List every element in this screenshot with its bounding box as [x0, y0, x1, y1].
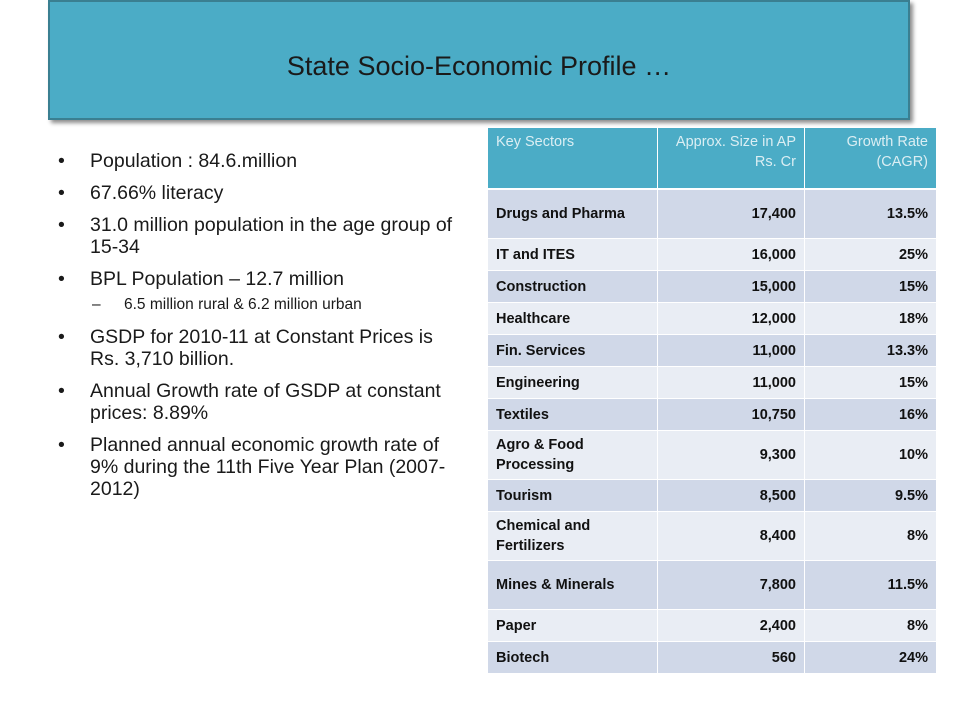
growth-cell: 8%: [805, 512, 937, 561]
sector-cell: Engineering: [488, 367, 658, 399]
table-row: [488, 561, 937, 610]
header-approx-size: Approx. Size in AP Rs. Cr: [658, 128, 805, 189]
sector-cell: Biotech: [488, 642, 658, 674]
bullet-item: • Planned annual economic growth rate of 9% during the 11th Five Year Plan (2007-2012): [58, 434, 458, 500]
sector-cell: Textiles: [488, 399, 658, 431]
growth-cell: 24%: [805, 642, 937, 674]
bullet-item: • Population : 84.6.million: [58, 150, 458, 172]
table-row: [488, 335, 937, 367]
size-cell: 7,800: [658, 561, 805, 610]
table-header-row: [488, 128, 937, 189]
size-cell: 11,000: [658, 335, 805, 367]
bullet-item: • BPL Population – 12.7 million: [58, 268, 458, 290]
growth-cell: 10%: [805, 431, 937, 480]
growth-cell: 13.3%: [805, 335, 937, 367]
size-cell: 12,000: [658, 303, 805, 335]
slide-title: State Socio-Economic Profile …: [286, 50, 672, 81]
size-cell: 15,000: [658, 271, 805, 303]
bullet-item: • GSDP for 2010-11 at Constant Prices is Rs. 3,710 billion.: [58, 326, 458, 370]
sector-cell: Agro & Food Processing: [488, 431, 658, 480]
sector-cell: Drugs and Pharma: [488, 189, 658, 239]
growth-cell: 15%: [805, 271, 937, 303]
title-bar: [48, 0, 910, 120]
size-cell: 11,000: [658, 367, 805, 399]
size-cell: 8,500: [658, 480, 805, 512]
header-growth-rate: Growth Rate (CAGR): [805, 128, 937, 189]
size-cell: 9,300: [658, 431, 805, 480]
growth-cell: 8%: [805, 610, 937, 642]
growth-cell: 25%: [805, 239, 937, 271]
bullet-item: • 31.0 million population in the age group of 15-34: [58, 214, 458, 258]
size-cell: 560: [658, 642, 805, 674]
table-row: [488, 303, 937, 335]
sector-cell: Mines & Minerals: [488, 561, 658, 610]
sector-cell: Paper: [488, 610, 658, 642]
table-row: [488, 367, 937, 399]
sub-bullet-item: – 6.5 million rural & 6.2 million urban: [58, 296, 458, 314]
table-row: [488, 271, 937, 303]
table-row: [488, 189, 937, 239]
sector-cell: IT and ITES: [488, 239, 658, 271]
growth-cell: 16%: [805, 399, 937, 431]
growth-cell: 9.5%: [805, 480, 937, 512]
table-row: [488, 610, 937, 642]
sector-cell: Fin. Services: [488, 335, 658, 367]
sectors-table: [488, 128, 937, 674]
size-cell: 16,000: [658, 239, 805, 271]
sector-cell: Tourism: [488, 480, 658, 512]
table-row: [488, 399, 937, 431]
growth-cell: 18%: [805, 303, 937, 335]
table-row: [488, 480, 937, 512]
size-cell: 8,400: [658, 512, 805, 561]
table-row: [488, 642, 937, 674]
sector-cell: Construction: [488, 271, 658, 303]
header-key-sectors: Key Sectors: [488, 128, 658, 189]
growth-cell: 13.5%: [805, 189, 937, 239]
table-row: [488, 512, 937, 561]
sector-cell: Healthcare: [488, 303, 658, 335]
growth-cell: 11.5%: [805, 561, 937, 610]
growth-cell: 15%: [805, 367, 937, 399]
table-row: [488, 239, 937, 271]
table-row: [488, 431, 937, 480]
bullet-list: [58, 150, 458, 510]
size-cell: 10,750: [658, 399, 805, 431]
bullet-item: • 67.66% literacy: [58, 182, 458, 204]
size-cell: 2,400: [658, 610, 805, 642]
bullet-item: • Annual Growth rate of GSDP at constant prices: 8.89%: [58, 380, 458, 424]
sector-cell: Chemical and Fertilizers: [488, 512, 658, 561]
size-cell: 17,400: [658, 189, 805, 239]
